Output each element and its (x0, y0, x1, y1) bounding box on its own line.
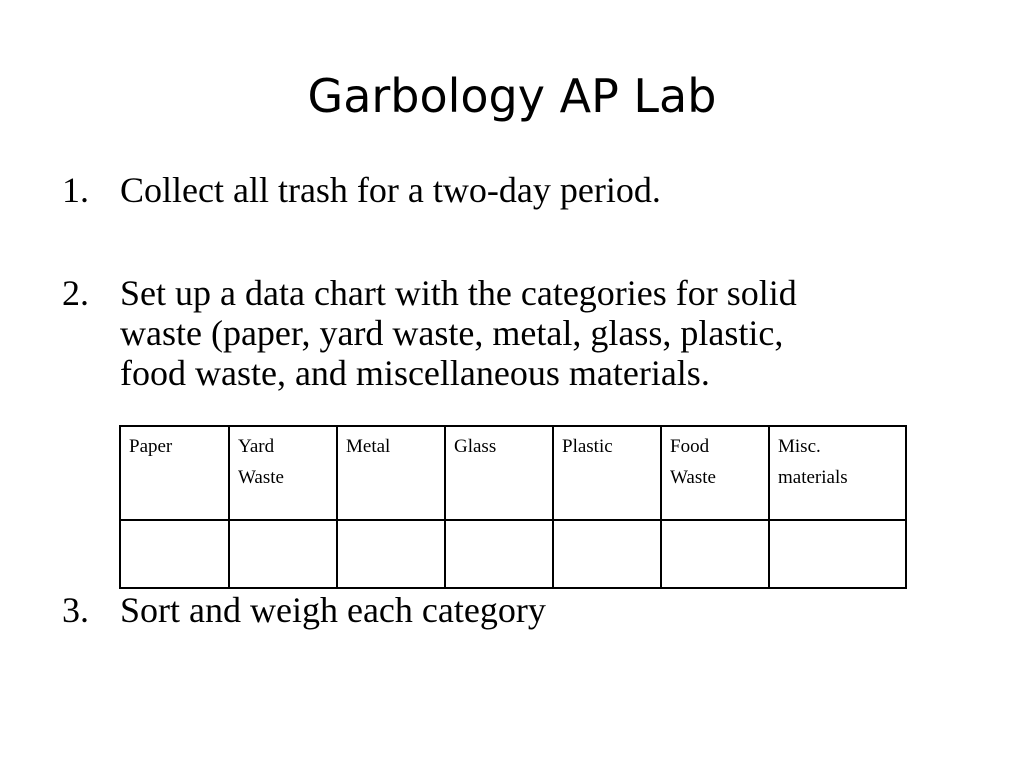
header-paper: Paper (120, 426, 229, 520)
step-3-line: Sort and weigh each category (120, 590, 546, 630)
step-3-number: 3. (62, 590, 89, 630)
table-cell (553, 520, 661, 588)
table-cell (229, 520, 337, 588)
step-3 (62, 590, 962, 630)
step-2-number: 2. (62, 273, 89, 313)
step-2-text (120, 273, 960, 393)
step-2-line-2: waste (paper, yard waste, metal, glass, plastic, (120, 313, 784, 353)
header-plastic: Plastic (553, 426, 661, 520)
slide-title: Garbology AP Lab (307, 69, 717, 123)
table-cell (337, 520, 445, 588)
step-3-text (120, 590, 960, 630)
table-cell (120, 520, 229, 588)
header-metal: Metal (337, 426, 445, 520)
table-header-row (120, 426, 906, 520)
step-1-number: 1. (62, 170, 89, 210)
table-cell (445, 520, 553, 588)
header-food-waste: Food Waste (661, 426, 769, 520)
header-misc-materials: Misc. materials (769, 426, 906, 520)
table-cell (769, 520, 906, 588)
header-glass: Glass (445, 426, 553, 520)
step-2 (62, 273, 962, 403)
table-cell (661, 520, 769, 588)
step-2-line-1: Set up a data chart with the categories for solid (120, 273, 797, 313)
step-1 (62, 170, 962, 210)
step-1-line: Collect all trash for a two-day period. (120, 170, 661, 210)
table-row (120, 520, 906, 588)
step-2-line-3: food waste, and miscellaneous materials. (120, 353, 710, 393)
waste-data-chart (119, 425, 907, 589)
step-1-text (120, 170, 960, 210)
header-yard-waste: Yard Waste (229, 426, 337, 520)
